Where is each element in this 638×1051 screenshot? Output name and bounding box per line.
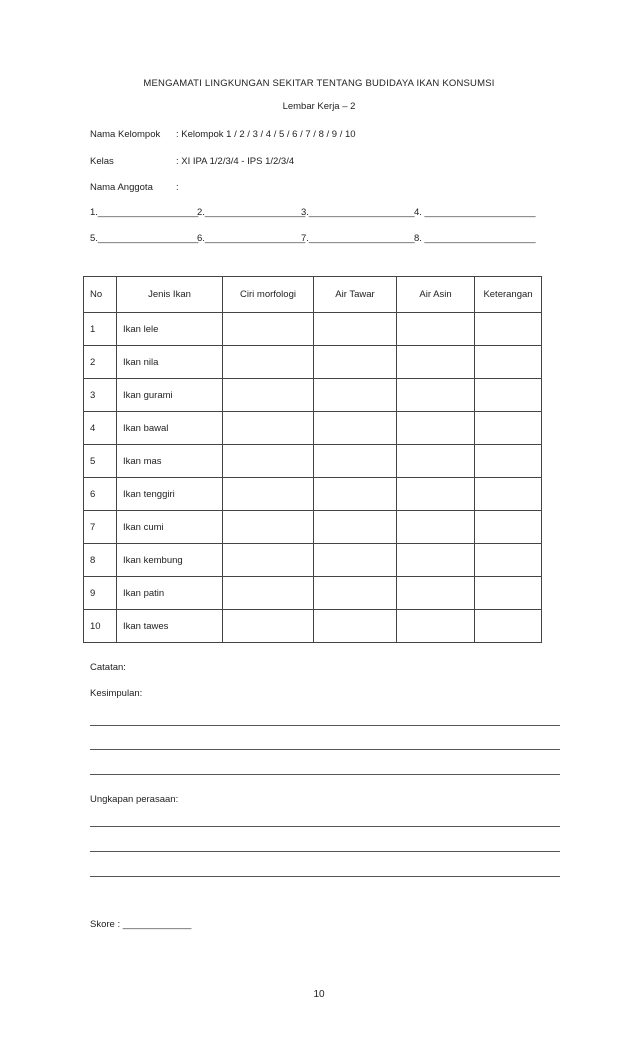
salt-water-cell[interactable] — [397, 313, 475, 346]
salt-water-cell[interactable] — [397, 412, 475, 445]
member-field: 3.____________________ — [301, 207, 415, 218]
table-row — [84, 379, 542, 412]
remarks-cell[interactable] — [475, 313, 542, 346]
row-number: 10 — [84, 610, 117, 643]
header-fish-type: Jenis Ikan — [117, 277, 223, 313]
fish-name: Ikan nila — [117, 346, 223, 379]
fresh-water-cell[interactable] — [314, 577, 397, 610]
table-row — [84, 577, 542, 610]
remarks-cell[interactable] — [475, 379, 542, 412]
table-row — [84, 412, 542, 445]
morphology-cell[interactable] — [223, 445, 314, 478]
remarks-cell[interactable] — [475, 445, 542, 478]
conclusion-line[interactable] — [90, 749, 560, 750]
member-field: 4. _____________________ — [414, 207, 536, 218]
fresh-water-cell[interactable] — [314, 412, 397, 445]
worksheet-title: MENGAMATI LINGKUNGAN SEKITAR TENTANG BUDIDAYA IKAN KONSUMSI — [143, 78, 495, 89]
member-field: 1.___________________ — [90, 207, 199, 218]
class-label: Kelas — [90, 156, 114, 167]
header-remarks: Keterangan — [475, 277, 542, 313]
member-field: 2.___________________ — [197, 207, 306, 218]
row-number: 4 — [84, 412, 117, 445]
remarks-cell[interactable] — [475, 511, 542, 544]
salt-water-cell[interactable] — [397, 544, 475, 577]
row-number: 5 — [84, 445, 117, 478]
salt-water-cell[interactable] — [397, 577, 475, 610]
table-row — [84, 511, 542, 544]
salt-water-cell[interactable] — [397, 478, 475, 511]
member-line-row — [90, 233, 550, 244]
row-number: 1 — [84, 313, 117, 346]
member-field: 6.___________________ — [197, 233, 306, 244]
table-row — [84, 478, 542, 511]
salt-water-cell[interactable] — [397, 346, 475, 379]
conclusion-label: Kesimpulan: — [90, 688, 143, 699]
remarks-cell[interactable] — [475, 412, 542, 445]
row-number: 2 — [84, 346, 117, 379]
fish-name: Ikan tenggiri — [117, 478, 223, 511]
salt-water-cell[interactable] — [397, 610, 475, 643]
remarks-cell[interactable] — [475, 346, 542, 379]
row-number: 8 — [84, 544, 117, 577]
morphology-cell[interactable] — [223, 379, 314, 412]
class-value: : XI IPA 1/2/3/4 - IPS 1/2/3/4 — [176, 156, 295, 167]
remarks-cell[interactable] — [475, 544, 542, 577]
morphology-cell[interactable] — [223, 478, 314, 511]
fresh-water-cell[interactable] — [314, 445, 397, 478]
remarks-cell[interactable] — [475, 478, 542, 511]
table-row — [84, 346, 542, 379]
morphology-cell[interactable] — [223, 577, 314, 610]
worksheet-subtitle: Lembar Kerja – 2 — [282, 101, 356, 112]
fresh-water-cell[interactable] — [314, 313, 397, 346]
conclusion-line[interactable] — [90, 725, 560, 726]
group-label: Nama Kelompok — [90, 129, 161, 140]
row-number: 7 — [84, 511, 117, 544]
fish-name: Ikan lele — [117, 313, 223, 346]
fish-name: Ikan bawal — [117, 412, 223, 445]
morphology-cell[interactable] — [223, 346, 314, 379]
salt-water-cell[interactable] — [397, 511, 475, 544]
table-row — [84, 610, 542, 643]
morphology-cell[interactable] — [223, 544, 314, 577]
notes-label: Catatan: — [90, 662, 126, 673]
header-morphology: Ciri morfologi — [223, 277, 314, 313]
fish-name: Ikan mas — [117, 445, 223, 478]
fresh-water-cell[interactable] — [314, 379, 397, 412]
fresh-water-cell[interactable] — [314, 511, 397, 544]
fish-table — [83, 276, 542, 643]
feelings-line[interactable] — [90, 826, 560, 827]
conclusion-line[interactable] — [90, 774, 560, 775]
page-number: 10 — [313, 989, 325, 1000]
feelings-line[interactable] — [90, 851, 560, 852]
member-line-row — [90, 207, 550, 218]
header-fresh-water: Air Tawar — [314, 277, 397, 313]
remarks-cell[interactable] — [475, 577, 542, 610]
morphology-cell[interactable] — [223, 412, 314, 445]
morphology-cell[interactable] — [223, 313, 314, 346]
remarks-cell[interactable] — [475, 610, 542, 643]
score-field: Skore : _____________ — [90, 919, 192, 930]
feelings-label: Ungkapan perasaan: — [90, 794, 179, 805]
fresh-water-cell[interactable] — [314, 610, 397, 643]
table-row — [84, 544, 542, 577]
member-field: 7.____________________ — [301, 233, 415, 244]
row-number: 3 — [84, 379, 117, 412]
morphology-cell[interactable] — [223, 610, 314, 643]
fresh-water-cell[interactable] — [314, 346, 397, 379]
group-value: : Kelompok 1 / 2 / 3 / 4 / 5 / 6 / 7 / 8 / 9 / 10 — [176, 129, 356, 140]
table-header-row — [84, 277, 542, 313]
member-field: 8. _____________________ — [414, 233, 536, 244]
row-number: 9 — [84, 577, 117, 610]
fish-name: Ikan gurami — [117, 379, 223, 412]
table-row — [84, 445, 542, 478]
fresh-water-cell[interactable] — [314, 478, 397, 511]
member-field: 5.___________________ — [90, 233, 199, 244]
row-number: 6 — [84, 478, 117, 511]
members-value: : — [176, 182, 179, 193]
morphology-cell[interactable] — [223, 511, 314, 544]
salt-water-cell[interactable] — [397, 379, 475, 412]
table-row — [84, 313, 542, 346]
header-salt-water: Air Asin — [397, 277, 475, 313]
members-label: Nama Anggota — [90, 182, 153, 193]
fish-name: Ikan kembung — [117, 544, 223, 577]
fish-name: Ikan cumi — [117, 511, 223, 544]
fish-name: Ikan patin — [117, 577, 223, 610]
feelings-line[interactable] — [90, 876, 560, 877]
header-no: No — [84, 277, 117, 313]
fish-name: Ikan tawes — [117, 610, 223, 643]
salt-water-cell[interactable] — [397, 445, 475, 478]
fresh-water-cell[interactable] — [314, 544, 397, 577]
